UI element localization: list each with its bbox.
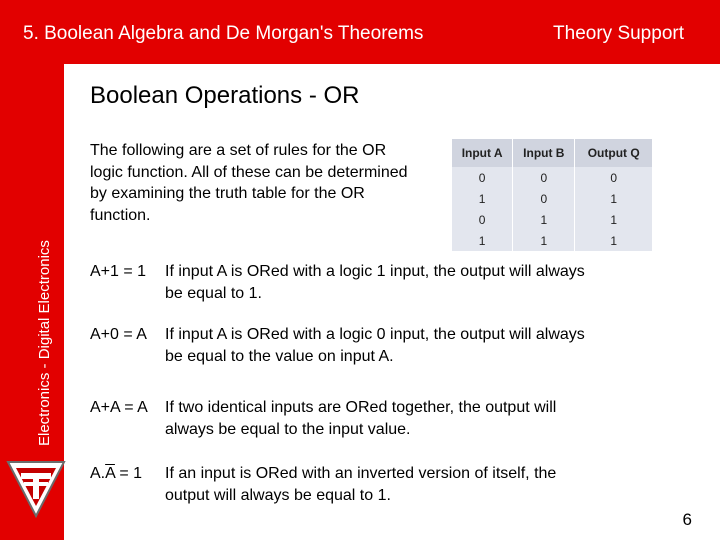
slide-header — [0, 0, 720, 64]
table-cell: 1 — [452, 188, 513, 209]
rule-expression-result: = 1 — [114, 465, 143, 482]
sidebar-label: Electronics - Digital Electronics — [36, 240, 53, 446]
rule-description: If input A is ORed with a logic 0 input, the output will always be equal to the value on input A. — [165, 326, 585, 365]
rule-expression — [90, 463, 142, 485]
table-cell: 0 — [513, 188, 575, 209]
page-number: 6 — [682, 510, 692, 529]
rule-expression: A+A = A — [90, 399, 148, 416]
pltw-logo-icon — [6, 458, 66, 520]
table-cell: 1 — [513, 230, 575, 251]
rule-expression: A+0 = A — [90, 326, 147, 343]
header-input-b: Input B — [513, 139, 575, 167]
rule-expression-term: A. — [90, 465, 106, 482]
course-title: 5. Boolean Algebra and De Morgan's Theorems — [23, 23, 424, 44]
rule-description: If input A is ORed with a logic 1 input, the output will always be equal to 1. — [165, 263, 585, 302]
rule-description: If an input is ORed with an inverted version of itself, the output will always be equal to 1. — [165, 465, 557, 504]
header-input-a: Input A — [452, 139, 513, 167]
section-label: Theory Support — [553, 23, 684, 44]
table-cell: 1 — [452, 230, 513, 251]
table-row — [452, 230, 652, 251]
table-header-row — [452, 139, 652, 167]
slide-title: Boolean Operations - OR — [90, 82, 360, 109]
rule-expression: A+1 = 1 — [90, 263, 147, 280]
table-cell: 1 — [610, 191, 618, 206]
table-row — [452, 188, 652, 209]
header-output-q: Output Q — [575, 139, 652, 167]
rule-expression-inverted-term: $\overline{A}$ — [105, 465, 115, 482]
table-cell: 1 — [513, 209, 575, 230]
truth-table — [452, 139, 652, 251]
table-row — [452, 209, 652, 230]
table-cell: 0 — [610, 170, 618, 185]
intro-text: The following are a set of rules for the OR logic function. All of these can be determined by examining the truth table for the OR function. — [90, 142, 408, 224]
rule-description: If two identical inputs are ORed together, the output will always be equal to the input value. — [165, 399, 557, 438]
table-cell: 0 — [513, 167, 575, 188]
table-cell: 0 — [452, 167, 513, 188]
table-row — [452, 167, 652, 188]
table-cell: 1 — [610, 233, 618, 248]
table-cell: 0 — [452, 209, 513, 230]
table-cell: 1 — [610, 212, 618, 227]
